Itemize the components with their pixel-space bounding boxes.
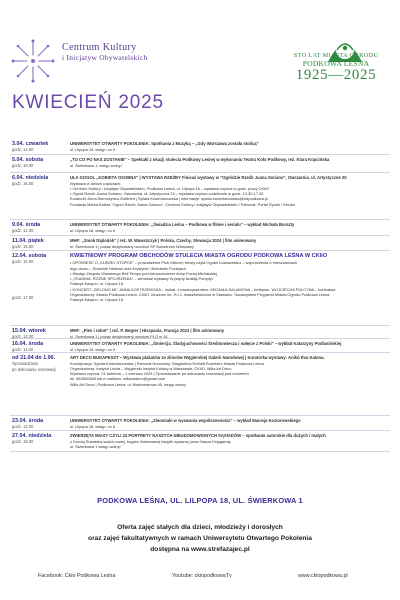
event-detail-line: ul. Świerkowa 1, wstęp wolny! — [70, 162, 122, 168]
centenary-line1: STO LAT MIASTA OGRODU — [293, 52, 379, 59]
event-date-block — [12, 433, 70, 445]
event-title: ART DECO BUDAPESZT – Wystawa plakatów ze zbiorów Węgierskiej Galerii Narodowej | Kuratorka wystawy: Anikó Éva Kalona. — [70, 355, 325, 360]
event-description — [70, 418, 388, 429]
org-name-line2: i Inicjatyw Obywatelskich — [62, 52, 148, 62]
centenary-years: 1925—2025 — [295, 67, 377, 83]
event-date-block — [12, 328, 70, 340]
offer-line2: oraz zajęć fakultatywnych w ramach Uniwersytetu Otwartego Pokolenia — [88, 535, 312, 543]
star-burst-logo-icon — [10, 38, 56, 84]
event-row — [10, 326, 390, 339]
event-row — [10, 353, 390, 416]
website-link[interactable]: www.ckiopodkowa.pl — [298, 573, 348, 579]
event-description — [70, 238, 388, 249]
event-time: godz. 18.00 — [12, 439, 34, 445]
event-date: 16.04. środa — [12, 341, 44, 347]
event-description — [70, 433, 388, 449]
event-detail-line: • KONCERT „ZIELONO MI": ANNA KOSTRZEWSKA – wokal, z towarzyszeniem: MICHAŁA SALAMONA – fortepian, WOJCIECHA PULCYNA – kontrabas — [70, 286, 336, 292]
event-detail-line: • Występ Zespołu Wokalnego Bell Tempo pod kierownictwem Anny Pociej-Michalskiej — [70, 270, 217, 276]
event-detail-line: ul. Świerkowa 1 | pokaz dedykowany uczniom SP Bohaterów Warszawy — [70, 243, 194, 249]
event-description — [70, 355, 388, 387]
event-date-block — [12, 355, 70, 372]
page-header — [0, 0, 400, 100]
event-detail-line: Fundacja Marka Kalera "Ogród Rzeźb Juana Soriano", Centrum Kultury i Inicjatyw Obywatelskich / Patronat: Portal Rynek i Sztuka — [70, 201, 295, 207]
event-time: godz. 11.00 — [12, 347, 34, 353]
event-detail-line: ul. Świerkowa 1 wstęp wolny! — [70, 443, 121, 449]
event-title: ZWIERZĘTA MIAST CZYLI 22 PORTRETY NASZYCH NIEUDOMOWIONYCH SĄSIADÓW – spotkanie autorskie dla dużych i małych — [70, 433, 326, 438]
event-date-block — [12, 238, 70, 250]
page-footer — [0, 570, 400, 584]
event-date: 27.04. niedziela — [12, 433, 52, 439]
event-detail-line: tego domu – Rodzinie Heitzów oraz Krystynie i Bohdanie Pociejach — [70, 265, 186, 271]
event-description — [70, 175, 388, 207]
event-row — [10, 416, 390, 431]
event-detail-line: ul. Lilpopa 18, wstęp: co łł — [70, 146, 115, 152]
month-title: KWIECIEŃ 2025 — [12, 92, 164, 113]
event-title: UNIWERSYTET OTWARTY POKOLENIA: „Ziemniaki w wyzwania współczesności" – wykład Macieja Koziorowskiego — [70, 418, 301, 423]
event-detail-line: Kuratorki: Anna Niemczycka-Gottfried | Sylwia Krzemianowska | informacje: sylwia.krzemianowska@ckipodkowa.pl — [70, 196, 268, 202]
event-detail-line: Pałacyk Kasyno, ul. Lilpopa 18 — [70, 297, 123, 303]
event-date-block — [12, 175, 70, 187]
event-row — [10, 431, 390, 452]
event-time: godz. 15.00 — [12, 244, 34, 250]
organization-name — [62, 42, 148, 62]
event-detail-line: tel. 664500368 lub e-mailowo: willaartdeco@gmail.com — [70, 376, 166, 382]
event-row — [10, 139, 390, 155]
event-detail-line: • Centrum Kultury i Inicjatyw Obywatelskich, Podkowa Leśna, ul. Lilpopa 18 – wystawa czynna w godz. pracy CKIiO — [70, 185, 270, 191]
event-date-block — [12, 341, 70, 353]
event-date: 6.04. niedziela — [12, 175, 49, 181]
event-row — [10, 339, 390, 353]
event-title: KWIETNIOWY PROGRAM OBCHODÓW STULECIA MIASTA OGRODU PODKOWA LEŚNA W CKIiO — [70, 253, 328, 259]
event-title: ULA GOGOL „KOBIETA OSOBNA" | WYSTAWA RZEŹBY Finisaż wystawy w "Ogródzie Rzeźb Juana Soriano", Owczarnia. ul. Artystyczne 20 — [70, 175, 347, 180]
event-detail-line: Organizatorzy: Miasto Podkowa Leśna, CKIiO, Muzeum im. H.I.J. Iwaszkiewiczów w Stawisku, Towarzystwo Przyjaciół Miasta Ogrodu Podkowa Leśna — [70, 291, 330, 297]
org-name-line1: Centrum Kultury — [62, 42, 137, 53]
event-detail-line: ul. Lilpopa 18, wstęp: co łł — [70, 227, 115, 233]
event-row — [10, 251, 390, 326]
event-time: godz. 12.30 — [12, 334, 34, 340]
event-description — [70, 141, 388, 152]
event-description — [70, 253, 388, 302]
event-time: Oprowadzanie — [12, 361, 39, 367]
event-time: godz. 12.00 — [12, 228, 34, 234]
event-detail-line: • „TKANINA. RÓŻNE SPOJRZENIA" – wernisaż wystawy Krystyny Araśkij-Pompfyi — [70, 276, 213, 282]
offer-text — [0, 522, 400, 556]
event-description — [70, 222, 388, 233]
event-row — [10, 173, 390, 220]
event-description — [70, 341, 388, 352]
event-detail-line: Wystawa czynna: 21 kwietnia – 1 czerwca 2025 | Oprowadzanie po dokonaniu rezerwacji pod numerem — [70, 371, 249, 377]
event-detail-line: ul. Lilpopa 18, wstęp: co łł — [70, 346, 115, 352]
offer-line3: dostępna na www.strefazajec.pl — [150, 546, 250, 554]
event-detail-line: z Dorotą Suwalską wokół nowej, bogato ilustrowanej książki wydanej przez Nasza Księgarnię — [70, 438, 231, 444]
event-detail-line: ul. Lilpopa 18, wstęp: co łł — [70, 423, 115, 429]
venue-address: PODKOWA LEŚNA, UL. LILPOPA 18, UL. ŚWIERKOWA 1 — [97, 496, 303, 505]
event-detail-line: Koordynacja: Sylwia Krzemianowska | Patronat Honorowy: Magdolena Erdheff Burmistrz Miasta Podkowa Leśna — [70, 360, 264, 366]
event-date: 3.04. czwartek — [12, 141, 49, 147]
event-title: „TO CO PO NAS ZOSTANIE" – Spektakl z okazji stulecia Podkowy Leśnej w wykonaniu Teatru Koło Podkowy, reż. Klara Kopcińska — [70, 157, 330, 162]
event-date: 15.04. wtorek — [12, 328, 46, 334]
event-row — [10, 236, 390, 251]
event-detail-line: ul. Świerkowa 1 | pokaz dedykowany uczniom PLO nr 61 — [70, 333, 168, 339]
event-row — [10, 220, 390, 236]
event-detail-line: • Ogród Rzeźb Juana Soriano, Owczarnia, ul. Artystyczna 20 – wystawa czynna codziennie w godz. 10.30-17.30 — [70, 191, 264, 197]
event-time-secondary: po dokonaniu rezerwacji — [12, 366, 57, 372]
event-detail-line: • OPOWIEŚĆ O „KURZEJ STOPCE" – prowadzenie Piotr Milcner; teksty czyta Ograni Łukaszewicz – wspomnienia o mieszkańcach — [70, 260, 298, 266]
event-date-block — [12, 418, 70, 430]
event-description — [70, 328, 388, 339]
event-time-secondary: godz. 17.00 — [12, 294, 34, 300]
event-row — [10, 155, 390, 173]
offer-line1: Oferta zajęć stałych dla dzieci, młodzieży i dorosłych — [117, 524, 283, 531]
event-title: UNIWERSYTET OTWARTY POKOLENIA: „Śmierćja. Śladyjuchowości Średniowiecza i nałęcie z Polski" – wykład Katarzyny Podlasińskiej — [70, 341, 342, 346]
facebook-link[interactable]: Facebook: Ckio Podkowa Leśna — [38, 573, 116, 579]
event-detail-line: Willa Art Deco | Podkowa Leśna, ul. Modrzewiowa 45, wstęp wolny! — [70, 381, 187, 387]
centenary-badge — [276, 52, 396, 83]
centenary-line2: PODKOWA LEŚNA — [302, 59, 370, 68]
event-time: godz. 12.00 — [12, 424, 34, 430]
event-date: 9.04. środa — [12, 222, 41, 228]
event-date-block — [12, 141, 70, 153]
event-title: MHF: „Smok Diplodok" | reż. W. Wawszczyk | Polska, Czechy, Słowacja 2024 | film animowany — [70, 238, 257, 243]
event-date: od 21.04 do 1.06. — [12, 355, 56, 361]
event-date-block — [12, 157, 70, 169]
event-date: 12.04. sobota — [12, 253, 47, 259]
event-date: 5.04. sobota — [12, 157, 44, 163]
event-title: UNIWERSYTET OTWARTY POKOLENIA: „Świadzia Leśna – Podkowa w filmie i serialu" – wykład Michała Burszty — [70, 222, 295, 227]
event-detail-line: Pałacyk Kasyno, ul. Lilpopa 18 — [70, 281, 123, 287]
event-description — [70, 157, 388, 168]
event-detail-line: Organizatorzy: Instytut Liszta – Węgierski Instytut Kultury w Warszawie, CKIiO, Willa Art Deco — [70, 365, 232, 371]
event-time: godz. 15.00 — [12, 259, 34, 265]
event-title: UNIWERSYTET OTWARTY POKOLENIA: Spotkania z Muzyką – „Gdy Warszawa została stolicą" — [70, 141, 259, 146]
event-date: 11.04. piątek — [12, 238, 44, 244]
event-title: MHF: „Pies i robot" | reż. P. Begrer | Hiszpania, Francja 2023 | film animowany — [70, 328, 225, 333]
event-time: godz. 12.00 — [12, 147, 34, 153]
event-date-block — [12, 222, 70, 234]
event-detail-line: Wystawa w dwóch częściach: — [70, 180, 122, 186]
event-time: godz. 18.00 — [12, 163, 34, 169]
event-time: godz. 16.00 — [12, 181, 34, 187]
event-date-block — [12, 253, 70, 300]
event-date: 23.04. środa — [12, 418, 44, 424]
youtube-link[interactable]: Youtube: ckiopodkowaTv — [172, 573, 232, 579]
